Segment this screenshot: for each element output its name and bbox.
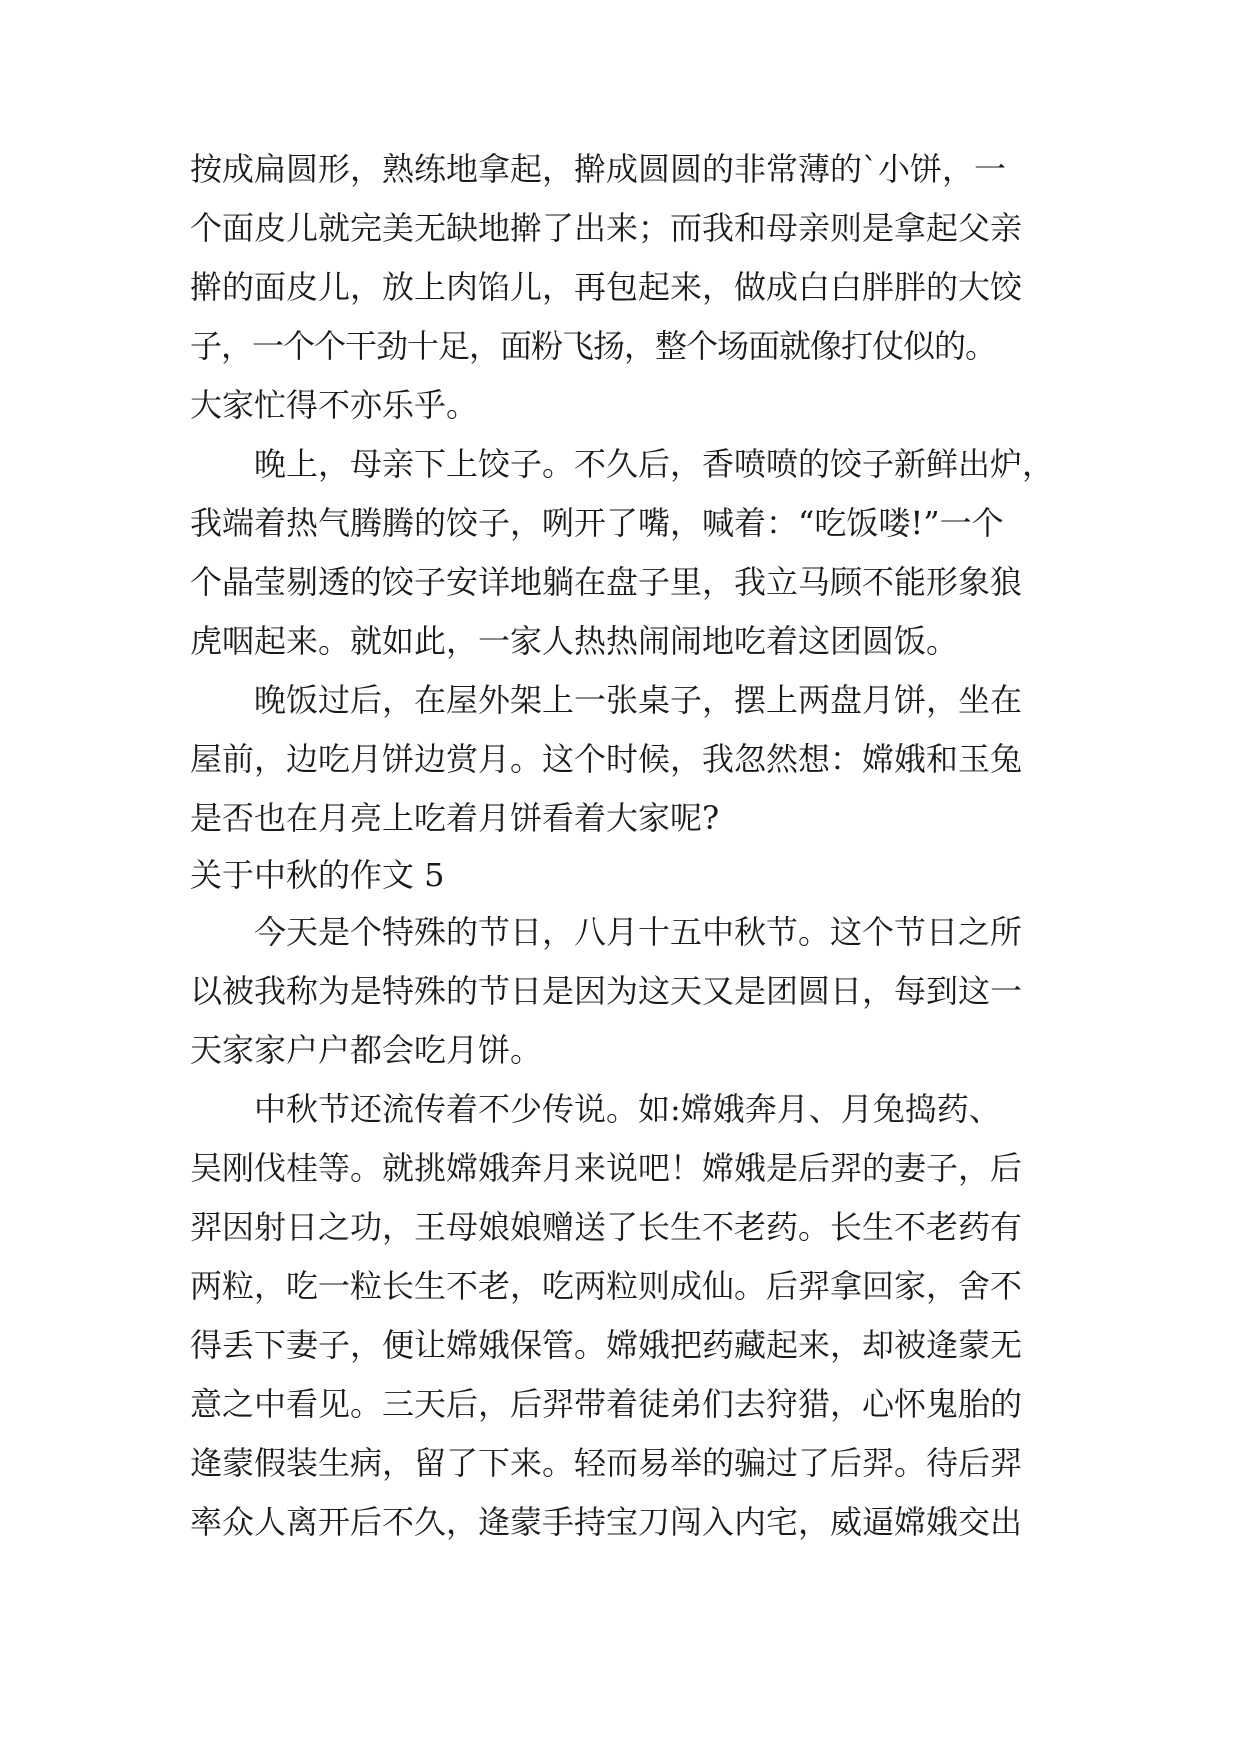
text-line: 羿因射日之功，王母娘娘赠送了长生不老药。长生不老药有: [190, 1208, 1023, 1246]
text-line: 两粒，吃一粒长生不老，吃两粒则成仙。后羿拿回家，舍不: [190, 1267, 1023, 1305]
text-line: 得丢下妻子，便让嫦娥保管。嫦娥把药藏起来，却被逄蒙无: [190, 1326, 1023, 1364]
document-body: [190, 140, 1070, 1552]
text-line: 晚上，母亲下上饺子。不久后，香喷喷的饺子新鲜出炉，: [254, 445, 1055, 483]
paragraph: [190, 903, 1070, 1080]
text-line: 屋前，边吃月饼边赏月。这个时候，我忽然想：嫦娥和玉兔: [190, 740, 1023, 778]
text-line: 以被我称为是特殊的节日是因为这天又是团圆日，每到这一: [190, 972, 1023, 1010]
text-line: 子，一个个干劲十足，面粉飞扬，整个场面就像打仗似的。: [190, 327, 997, 365]
text-line: 率众人离开后不久，逄蒙手持宝刀闯入内宅，威逼嫦娥交出: [190, 1503, 1023, 1541]
text-line: 中秋节还流传着不少传说。如:嫦娥奔月、月兔捣药、: [254, 1090, 1001, 1128]
text-line: 意之中看见。三天后，后羿带着徒弟们去狩猎，心怀鬼胎的: [190, 1385, 1023, 1423]
text-line: 个晶莹剔透的饺子安详地躺在盘子里，我立马顾不能形象狼: [190, 563, 1023, 601]
text-line: 是否也在月亮上吃着月饼看着大家呢?: [190, 799, 720, 837]
section-title: 关于中秋的作文 5: [190, 856, 445, 894]
text-line: 天家家户户都会吃月饼。: [190, 1031, 543, 1069]
text-line: 按成扁圆形，熟练地拿起，擀成圆圆的非常薄的`小饼，一: [190, 150, 1007, 188]
text-line: 晚饭过后，在屋外架上一张桌子，摆上两盘月饼，坐在: [254, 681, 1023, 719]
text-line: 吴刚伐桂等。就挑嫦娥奔月来说吧！嫦娥是后羿的妻子，后: [190, 1149, 1023, 1187]
text-line: 大家忙得不亦乐乎。: [190, 386, 479, 424]
paragraph: [190, 140, 1070, 435]
text-line: 虎咽起来。就如此，一家人热热闹闹地吃着这团圆饭。: [190, 622, 959, 660]
text-line: 今天是个特殊的节日，八月十五中秋节。这个节日之所: [254, 913, 1023, 951]
text-line: 我端着热气腾腾的饺子，咧开了嘴，喊着：“吃饭喽!”一个: [190, 504, 1004, 542]
text-line: 个面皮儿就完美无缺地擀了出来；而我和母亲则是拿起父亲: [190, 209, 1023, 247]
paragraph: [190, 671, 1070, 848]
paragraph: [190, 435, 1070, 671]
paragraph: [190, 1080, 1070, 1552]
text-line: 逄蒙假装生病，留了下来。轻而易举的骗过了后羿。待后羿: [190, 1444, 1023, 1482]
text-line: 擀的面皮儿，放上肉馅儿，再包起来，做成白白胖胖的大饺: [190, 268, 1023, 306]
